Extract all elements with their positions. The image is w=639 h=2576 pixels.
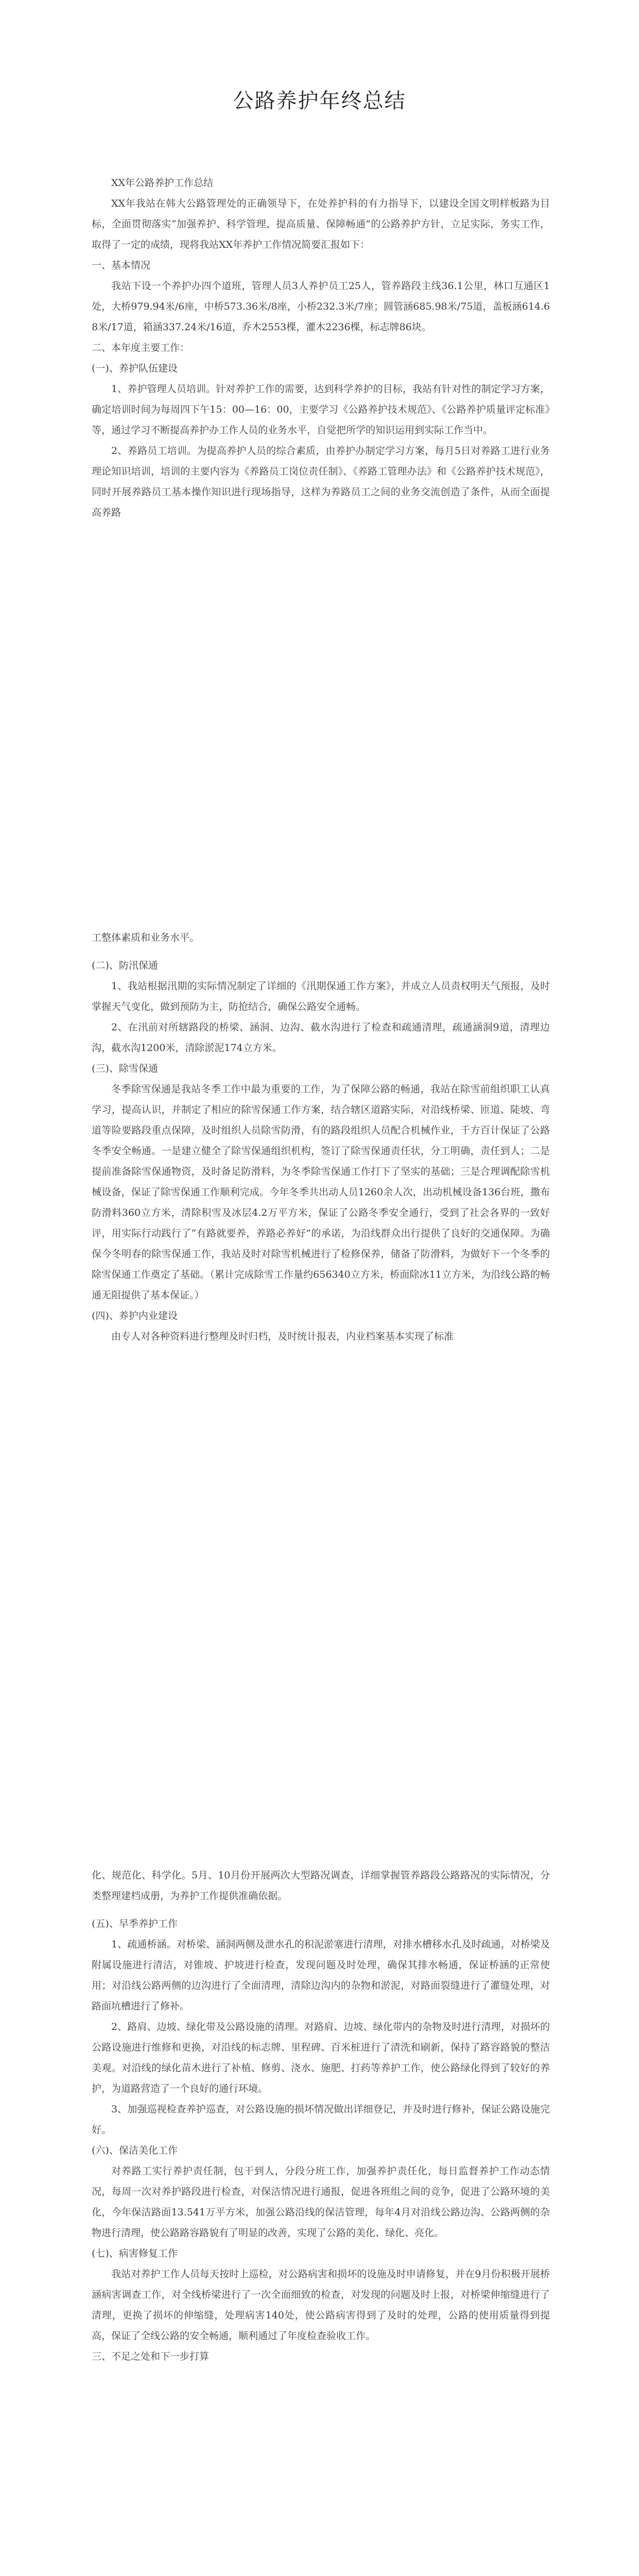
paragraph: 化、规范化、科学化。5月、10月份开展两次大型路况调查，详细掌握管养路段公路路况的实际情况，分类整理建档成册，为养护工作提供准确依据。	[92, 1870, 550, 1902]
paragraph: 由专人对各种资料进行整理及时归档，及时统计报表，内业档案基本实现了标准	[111, 1331, 454, 1342]
subsection-heading: (三)、除雪保通	[92, 1063, 158, 1074]
paragraph: 2、路肩、边坡、绿化带及公路设施的清理。对路肩、边坡、绿化带内的杂物及时进行清理，对损坏的公路设施进行维修和更换，对沿线的标志牌、里程碑、百米桩进行了清洗和刷新，保持了路容路貌的整洁美观。对沿线的绿化苗木进行了补植、修剪、浇水、施肥、打药等养护工作，使公路绿化得到了较好的养护，为道路营造了一个良好的通行环境。	[92, 2021, 550, 2094]
paragraph: 2、在汛前对所辖路段的桥梁、涵洞、边沟、截水沟进行了检查和疏通清理，疏通涵洞9道，清理边沟，截水沟1200米，清除淤泥174立方米。	[92, 1022, 550, 1054]
subsection-heading: (六)、保洁美化工作	[92, 2145, 178, 2156]
paragraph: 对养路工实行养护责任制，包干到人，分段分班工作，加强养护责任化，每日监督养护工作动态情况，每周一次对养护路段进行检查，对保洁情况进行通报，促进各班组之间的竞争，促进了公路环境的美化，今年保洁路面13.541万平方米，加强公路沿线的保洁管理，每年4月对沿线公路边沟、公路两侧的杂物进行清理，使公路路容路貌有了明显的改善，实现了公路的美化、绿化、亮化。	[92, 2165, 550, 2239]
paragraph: 冬季除雪保通是我站冬季工作中最为重要的工作，为了保障公路的畅通，我站在除雪前组织职工认真学习，提高认识，并制定了相应的除雪保通工作方案，结合辖区道路实际，对沿线桥梁、匝道、陡坡、弯道等险要路段重点保障，及时组织人员除雪防滑，有的路段组织人员配合机械作业，千方百计保证了公路冬季安全畅通。一是建立健全了除雪保通组织机构，签订了除雪保通责任状，分工明确，责任到人；二是提前准备除雪保通物资，及时备足防滑料，为冬季除雪保通工作打下了坚实的基础；三是合理调配除雪机械设备，保证了除雪保通工作顺利完成。今年冬季共出动人员1260余人次，出动机械设备136台班，撒布防滑料360立方米，清除积雪及冰层4.2万平方米，保证了公路冬季安全通行，受到了社会各界的一致好评，用实际行动践行了“有路就要养，养路必养好”的承诺，为沿线群众出行提供了良好的交通保障。为确保今冬明春的除雪保通工作，我站及时对除雪机械进行了检修保养，储备了防滑料，为做好下一个冬季的除雪保通工作奠定了基础。（累计完成除雪工作量约656340立方米，桥面除冰11立方米，为沿线公路的畅通无阻提供了基本保证。）	[92, 1083, 550, 1301]
section-heading: 二、本年度主要工作：	[92, 342, 190, 353]
section-intro	[92, 173, 550, 523]
paragraph: 工整体素质和业务水平。	[92, 932, 200, 943]
paragraph: 2、养路员工培训。为提高养护人员的综合素质，由养护办制定学习方案，每月5日对养路工进行业务理论知识培训，培训的主要内容为《养路员工岗位责任制》、《养路工管理办法》和《公路养护技术规范》，同时开展养路员工基本操作知识进行现场指导，这样为养路员工之间的业务交流创造了条件，从而全面提高养路	[92, 445, 550, 518]
subsection-heading: (一)、养护队伍建设	[92, 363, 178, 374]
paragraph: XX年我站在韩大公路管理处的正确领导下，在处养护科的有力指导下，以建设全国文明样板路为目标，全面贯彻落实“加强养护、科学管理、提高质量、保障畅通”的公路养护方针，立足实际，务实工作，取得了一定的成绩，现将我站XX年养护工作情况简要汇报如下：	[92, 198, 550, 250]
subsection-heading: (二)、防汛保通	[92, 960, 158, 971]
subsection-heading: (七)、病害修复工作	[92, 2248, 178, 2259]
paragraph: 1、我站根据汛期的实际情况制定了详细的《汛期保通工作方案》，并成立人员责权明天气预报，及时掌握天气变化，做到预防为主，防抢结合，确保公路安全通畅。	[92, 980, 550, 1012]
paragraph: 1、疏通桥涵。对桥梁、涵洞两侧及泄水孔的积泥淤塞进行清理，对排水槽移水孔及时疏通，对桥梁及附属设施进行清洁，对锥坡、护坡进行检查，发现问题及时处理，确保其排水畅通，保证桥涵的正常使用；对沿线公路两侧的边沟进行了全面清理，清除边沟内的杂物和淤泥，对路面裂缝进行了灌缝处理，对路面坑槽进行了修补。	[92, 1939, 550, 2012]
subtitle: XX年公路养护工作总结	[111, 177, 214, 189]
paragraph: 我站对养护工作人员每天按时上巡检，对公路病害和损坏的设施及时申请修复，并在9月份积极开展桥涵病害调查工作，对全线桥梁进行了一次全面细致的检查，对发现的问题及时上报，对桥梁伸缩缝进行了清理，更换了损坏的伸缩缝，处理病害140处，使公路病害得到了及时的处理，公路的使用质量得到提高，保证了全线公路的安全畅通，顺利通过了年度检查验收工作。	[92, 2268, 550, 2342]
paragraph: 3、加强巡视检查养护巡查，对公路设施的损坏情况做出详细登记，并及时进行修补，保证公路设施完好。	[92, 2104, 550, 2136]
section-maintenance	[92, 1865, 550, 2367]
section-heading: 一、基本情况	[92, 260, 151, 271]
subsection-heading: (五)、早季养护工作	[92, 1918, 178, 1929]
subsection-heading: (四)、养护内业建设	[92, 1310, 178, 1321]
document-title: 公路养护年终总结	[233, 89, 406, 113]
paragraph: 我站下设一个养护办四个道班，管理人员3人养护员工25人，管养路段主线36.1公里，林口互通区1处，大桥979.94米/6座，中桥573.36米/8座，小桥232.3米/7座；圆管涵685.98米/75道，盖板涵614.68米/17道，箱涵337.24米/16道，乔木2553棵，灌木2236棵，标志牌86块。	[92, 280, 550, 333]
paragraph: 1、养护管理人员培训。针对养护工作的需要，达到科学养护的目标，我站有针对性的制定学习方案，确定培训时间为每周四下午15：00—16：00，主要学习《公路养护技术规范》、《公路养护质量评定标准》等，通过学习不断提高养护办工作人员的业务水平，自觉把所学的知识运用到实际工作当中。	[92, 383, 550, 436]
section-flood-snow	[92, 927, 550, 1347]
section-heading: 三、不足之处和下一步打算	[92, 2351, 210, 2362]
